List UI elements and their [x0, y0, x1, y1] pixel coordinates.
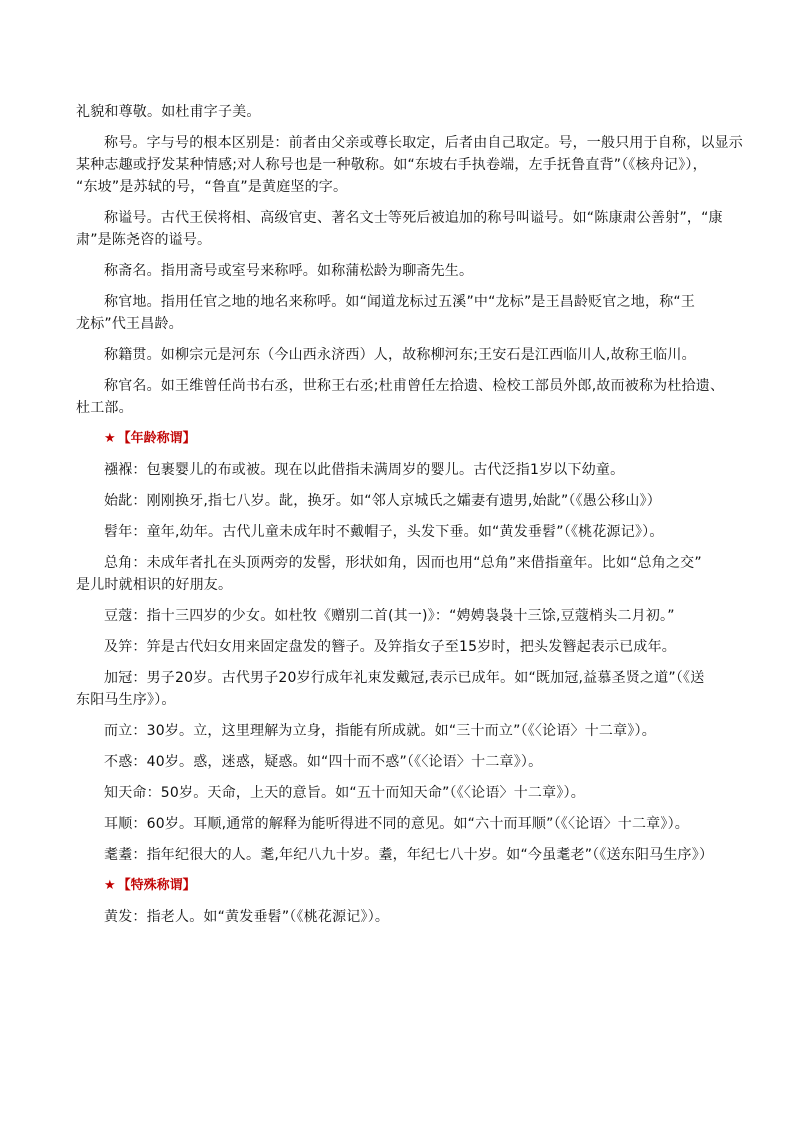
- paragraph-line: 襁褓：包裹婴儿的布或被。现在以此借指未满周岁的婴儿。古代泛指1岁以下幼童。: [104, 462, 625, 478]
- paragraph-line: 称号。字与号的根本区别是：前者由父亲或尊长取定，后者由自己取定。号，一般只用于自称，以显示: [104, 135, 743, 151]
- document-body: [76, 101, 743, 928]
- paragraph-line: 称官名。如王维曾任尚书右丞，世称王右丞;杜甫曾任左拾遗、检校工部员外郎,故而被称为杜拾遗、: [104, 378, 725, 394]
- paragraph-line: 肃”是陈尧咨的谥号。: [76, 232, 212, 248]
- paragraph-line: 耄耋：指年纪很大的人。耄,年纪八九十岁。耋，年纪七八十岁。如“今虽耄老”（《送东阳马生序》）: [104, 847, 714, 863]
- paragraph-line: 礼貌和尊敬。如杜甫字子美。: [76, 104, 261, 120]
- section-heading-label: 【年龄称谓】: [117, 431, 196, 446]
- paragraph-line: 称斋名。指用斋号或室号来称呼。如称蒲松龄为聊斋先生。: [104, 263, 474, 279]
- paragraph-line: 称谥号。古代王侯将相、高级官吏、著名文士等死后被追加的称号叫谥号。如“陈康肃公善射”，“康: [104, 210, 723, 226]
- paragraph-line: 黄发：指老人。如“黄发垂髫”（《桃花源记》）。: [104, 909, 390, 925]
- paragraph-line: 及笄：笄是古代妇女用来固定盘发的簪子。及笄指女子至15岁时，把头发簪起表示已成年。: [104, 639, 677, 655]
- paragraph-line: 称籍贯。如柳宗元是河东（今山西永济西）人，故称柳河东;王安石是江西临川人,故称王临川。: [104, 347, 696, 363]
- section-heading-label: 【特殊称谓】: [117, 878, 196, 893]
- paragraph-line: 是儿时就相识的好朋友。: [76, 577, 233, 593]
- section-heading-age: [76, 428, 726, 450]
- paragraph-line: 总角：未成年者扎在头顶两旁的发髻，形状如角，因而也用“总角”来借指童年。比如“总角之交”: [104, 555, 702, 571]
- paragraph-line: 不惑：40岁。惑，迷惑，疑惑。如“四十而不惑”（《〈论语〉十二章》）。: [104, 754, 543, 770]
- paragraph-line: 龙标”代王昌龄。: [76, 316, 183, 332]
- paragraph-line: 耳顺：60岁。耳顺,通常的解释为能听得进不同的意见。如“六十而耳顺”（《〈论语〉十二章》）。: [104, 816, 689, 832]
- paragraph-line: 某种志趣或抒发某种情感;对人称号也是一种敬称。如“东坡右手执卷端，左手抚鲁直背”（《核舟记》），: [76, 157, 707, 173]
- paragraph-line: 加冠：男子20岁。古代男子20岁行成年礼束发戴冠,表示已成年。如“既加冠,益慕圣贤之道”（《送: [104, 670, 705, 686]
- section-heading-special: [76, 875, 726, 897]
- star-icon: ★: [104, 878, 116, 893]
- paragraph-line: “东坡”是苏轼的号，“鲁直”是黄庭坚的字。: [76, 179, 348, 195]
- star-icon: ★: [104, 431, 116, 446]
- paragraph-line: 称官地。指用任官之地的地名来称呼。如“闻道龙标过五溪”中“龙标”是王昌龄贬官之地，称“王: [104, 294, 696, 310]
- paragraph-line: 知天命：50岁。天命，上天的意旨。如“五十而知天命”（《〈论语〉十二章》）。: [104, 785, 585, 801]
- paragraph-line: 杜工部。: [76, 400, 133, 416]
- paragraph-line: 而立：30岁。立，这里理解为立身，指能有所成就。如“三十而立”（《〈论语〉十二章》）。: [104, 723, 656, 739]
- paragraph-line: 豆蔻：指十三四岁的少女。如杜牧《赠别二首(其一)》：“娉娉袅袅十三馀,豆蔻梢头二月初。”: [104, 608, 675, 624]
- paragraph-line: 东阳马生序》）。: [76, 692, 176, 708]
- paragraph-line: 始龀：刚刚换牙,指七八岁。龀，换牙。如“邻人京城氏之孀妻有遗男,始龀”（《愚公移山》）: [104, 493, 662, 509]
- paragraph-line: 髫年：童年,幼年。古代儿童未成年时不戴帽子，头发下垂。如“黄发垂髫”（《桃花源记》）。: [104, 524, 664, 540]
